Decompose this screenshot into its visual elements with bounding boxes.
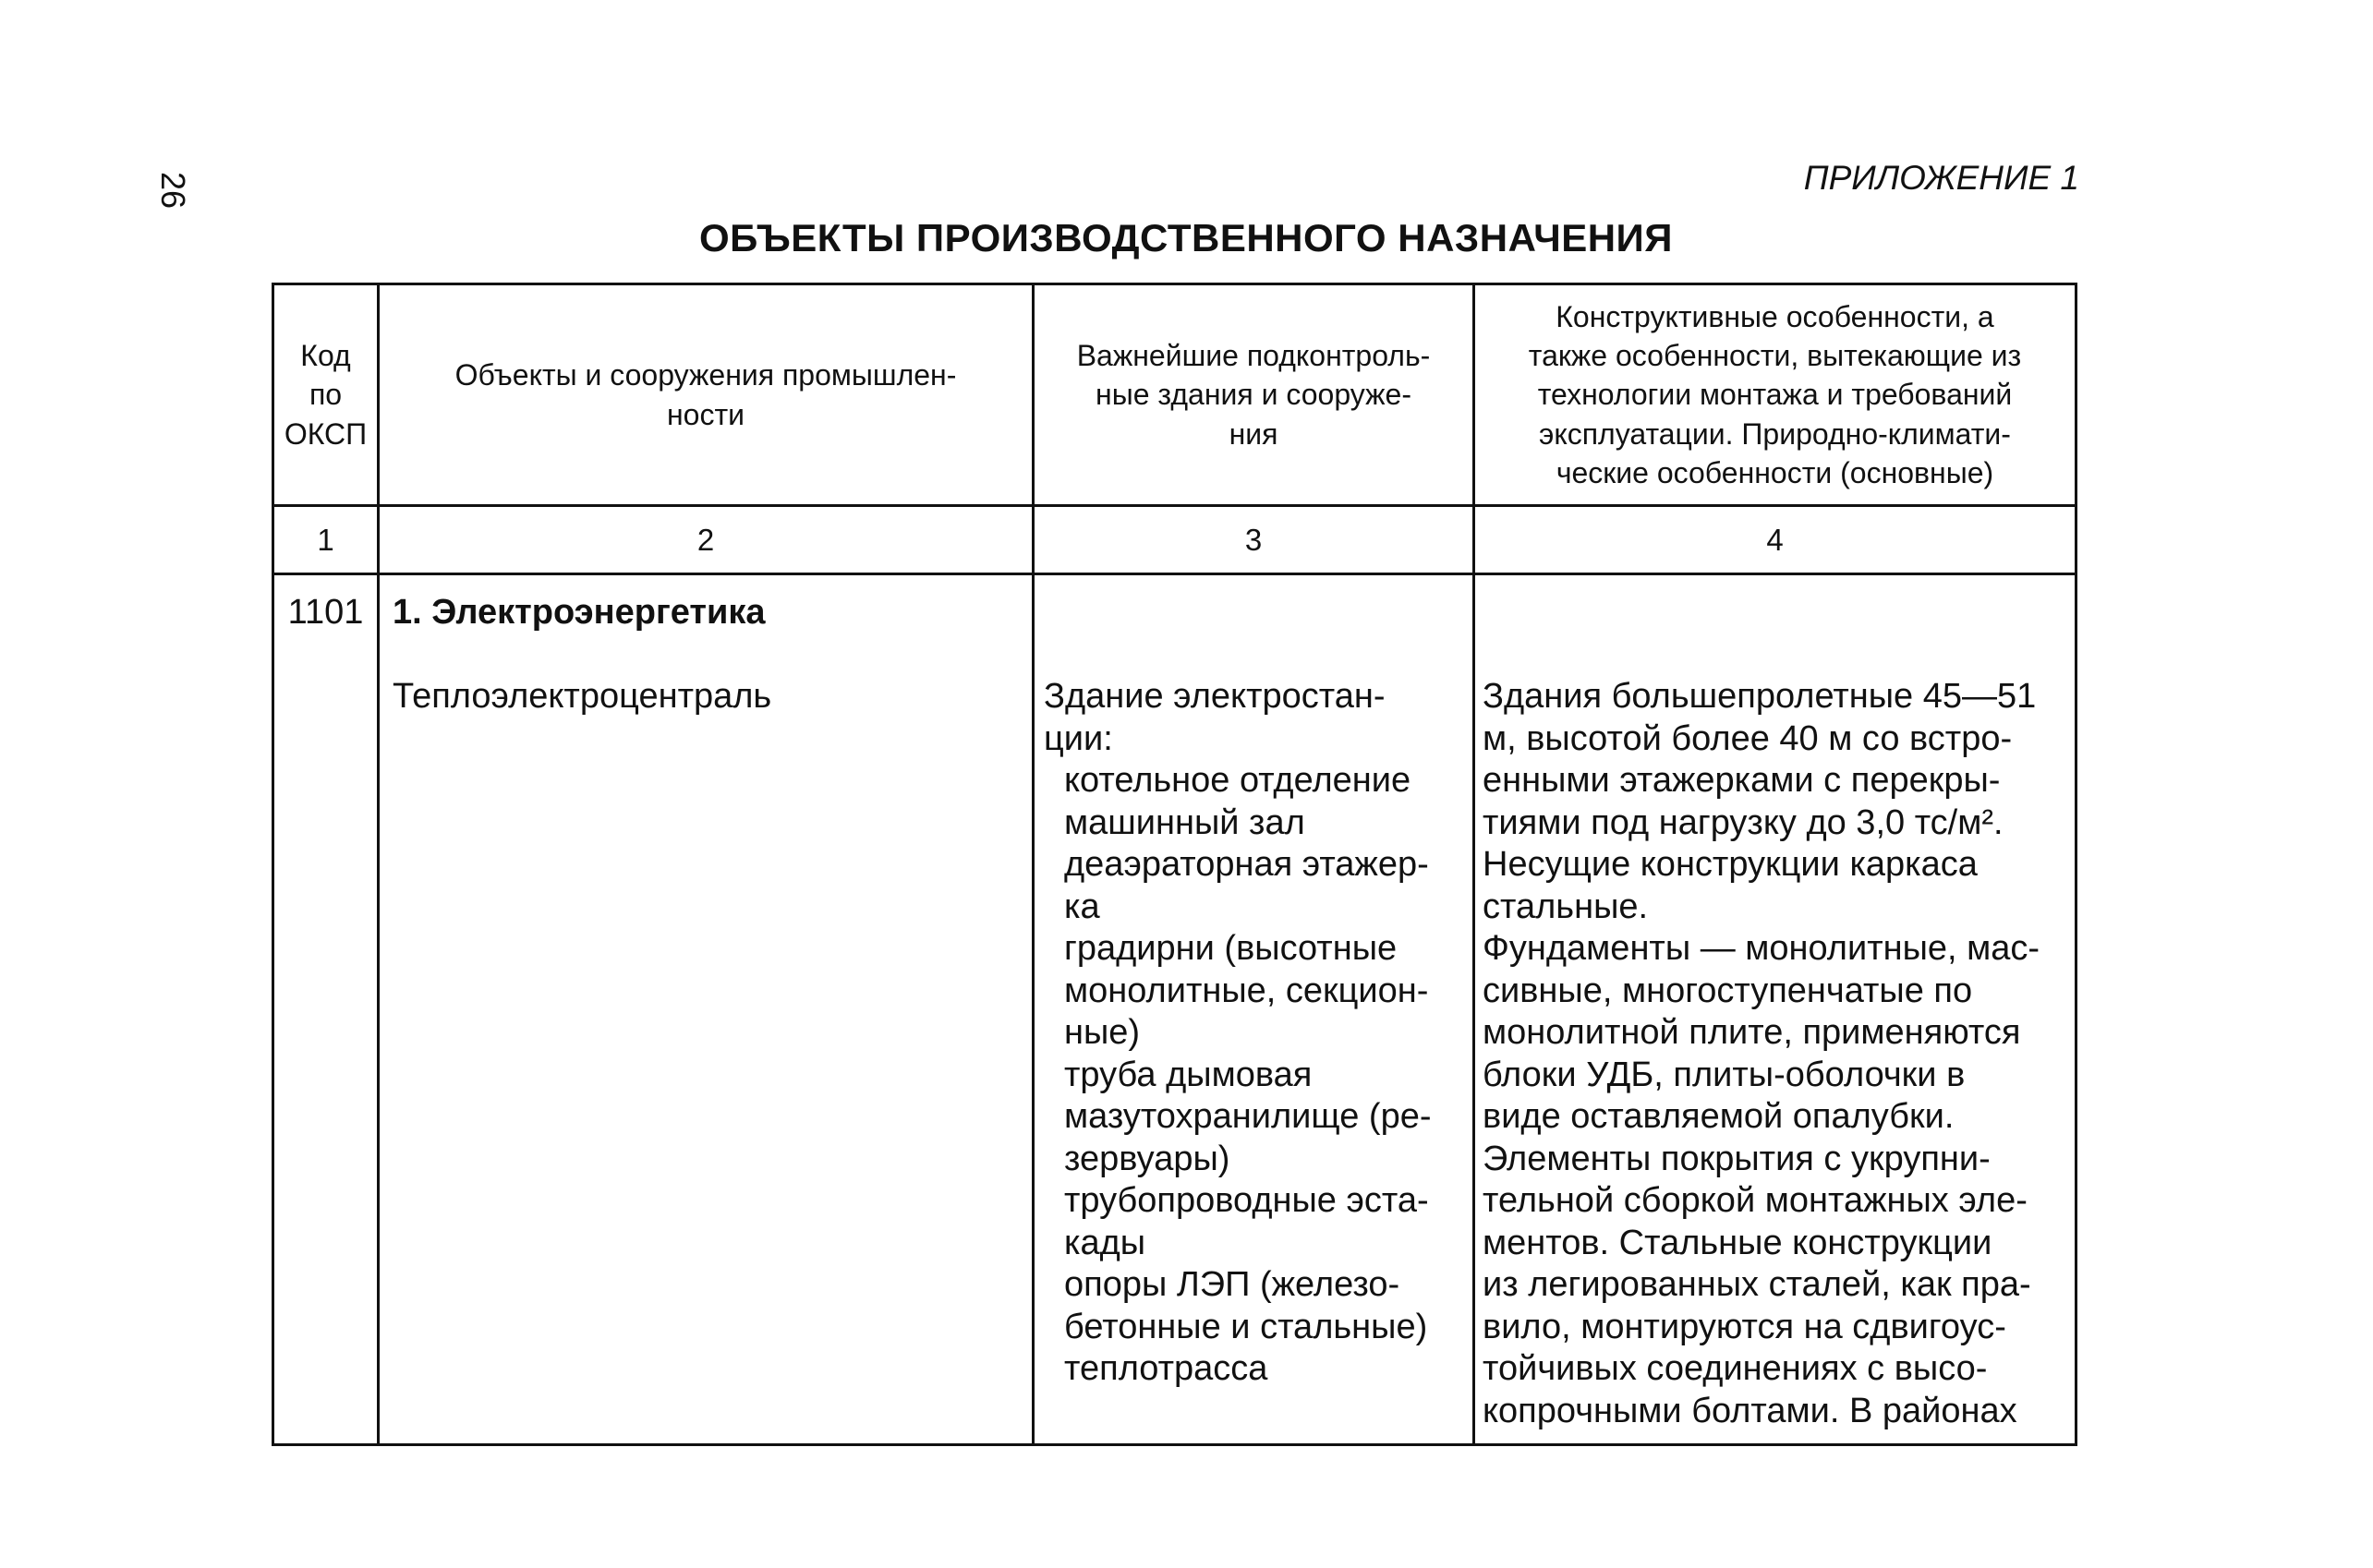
column-number-4: 4: [1475, 507, 2075, 575]
row-buildings-cell: [1035, 575, 1475, 1443]
building-title: Здание электростан- ции:: [1044, 677, 1386, 758]
header-buildings-text: Важнейшие подконтроль- ные здания и сооруже- ния: [1076, 339, 1431, 451]
objects-table: [272, 283, 2077, 1446]
row-code: 1101: [274, 575, 380, 1443]
list-item: котельное отделение: [1064, 761, 1411, 800]
row-features-cell: [1475, 575, 2075, 1443]
header-objects: [380, 285, 1035, 507]
section-heading: 1. Электроэнергетика: [393, 593, 766, 632]
list-item: трубопроводные эста- кады: [1064, 1181, 1429, 1262]
column-number-2: 2: [380, 507, 1035, 575]
row-objects-cell: [380, 575, 1035, 1443]
header-buildings: [1035, 285, 1475, 507]
list-item: деаэраторная этажер- ка: [1064, 845, 1429, 926]
list-item: опоры ЛЭП (железо- бетонные и стальные): [1064, 1265, 1428, 1346]
list-item: мазутохранилище (ре- зервуары): [1064, 1097, 1432, 1178]
features-text: Здания большепролетные 45—51 м, высотой более 40 м со встро- енными этажерками с перекры- тиями под нагрузку до 3,0 тс/м². Несущие конструкции каркаса стальные. Фундаменты — монолитные, мас- сивные, многоступенчатые по монолитной плите, применяются блоки УДБ, плиты-оболочки в виде оставляемой опалубки. Элементы покрытия с укрупни- тельной сборкой монтажных эле- ментов. Стальные конструкции из легированных сталей, как пра- вило, монтируются на сдвигоус- тойчивых соединениях с высо- копрочными болтами. В районах: [1483, 677, 2040, 1430]
header-code: [274, 285, 380, 507]
building-list: [1040, 760, 1467, 1391]
list-item: труба дымовая: [1064, 1055, 1313, 1094]
header-features-text: Конструктивные особенности, а также особенности, вытекающие из технологии монтажа и требований эксплуатации. Природно-климати- ческие особенности (основные): [1528, 299, 2022, 489]
object-name: Теплоэлектроцентраль: [393, 676, 772, 716]
page-title: ОБЪЕКТЫ ПРОИЗВОДСТВЕННОГО НАЗНАЧЕНИЯ: [699, 216, 1673, 259]
page-number: 26: [154, 172, 192, 210]
list-item: теплотрасса: [1064, 1349, 1268, 1388]
header-objects-text: Объекты и сооружения промышлен- ности: [454, 358, 957, 431]
header-code-text: Код по ОКСП: [284, 339, 368, 451]
list-item: градирни (высотные монолитные, секцион- ные): [1064, 929, 1429, 1052]
column-number-1: 1: [274, 507, 380, 575]
column-number-3: 3: [1035, 507, 1475, 575]
list-item: машинный зал: [1064, 802, 1305, 842]
header-features: [1475, 285, 2075, 507]
appendix-label: ПРИЛОЖЕНИЕ 1: [1803, 159, 2079, 197]
